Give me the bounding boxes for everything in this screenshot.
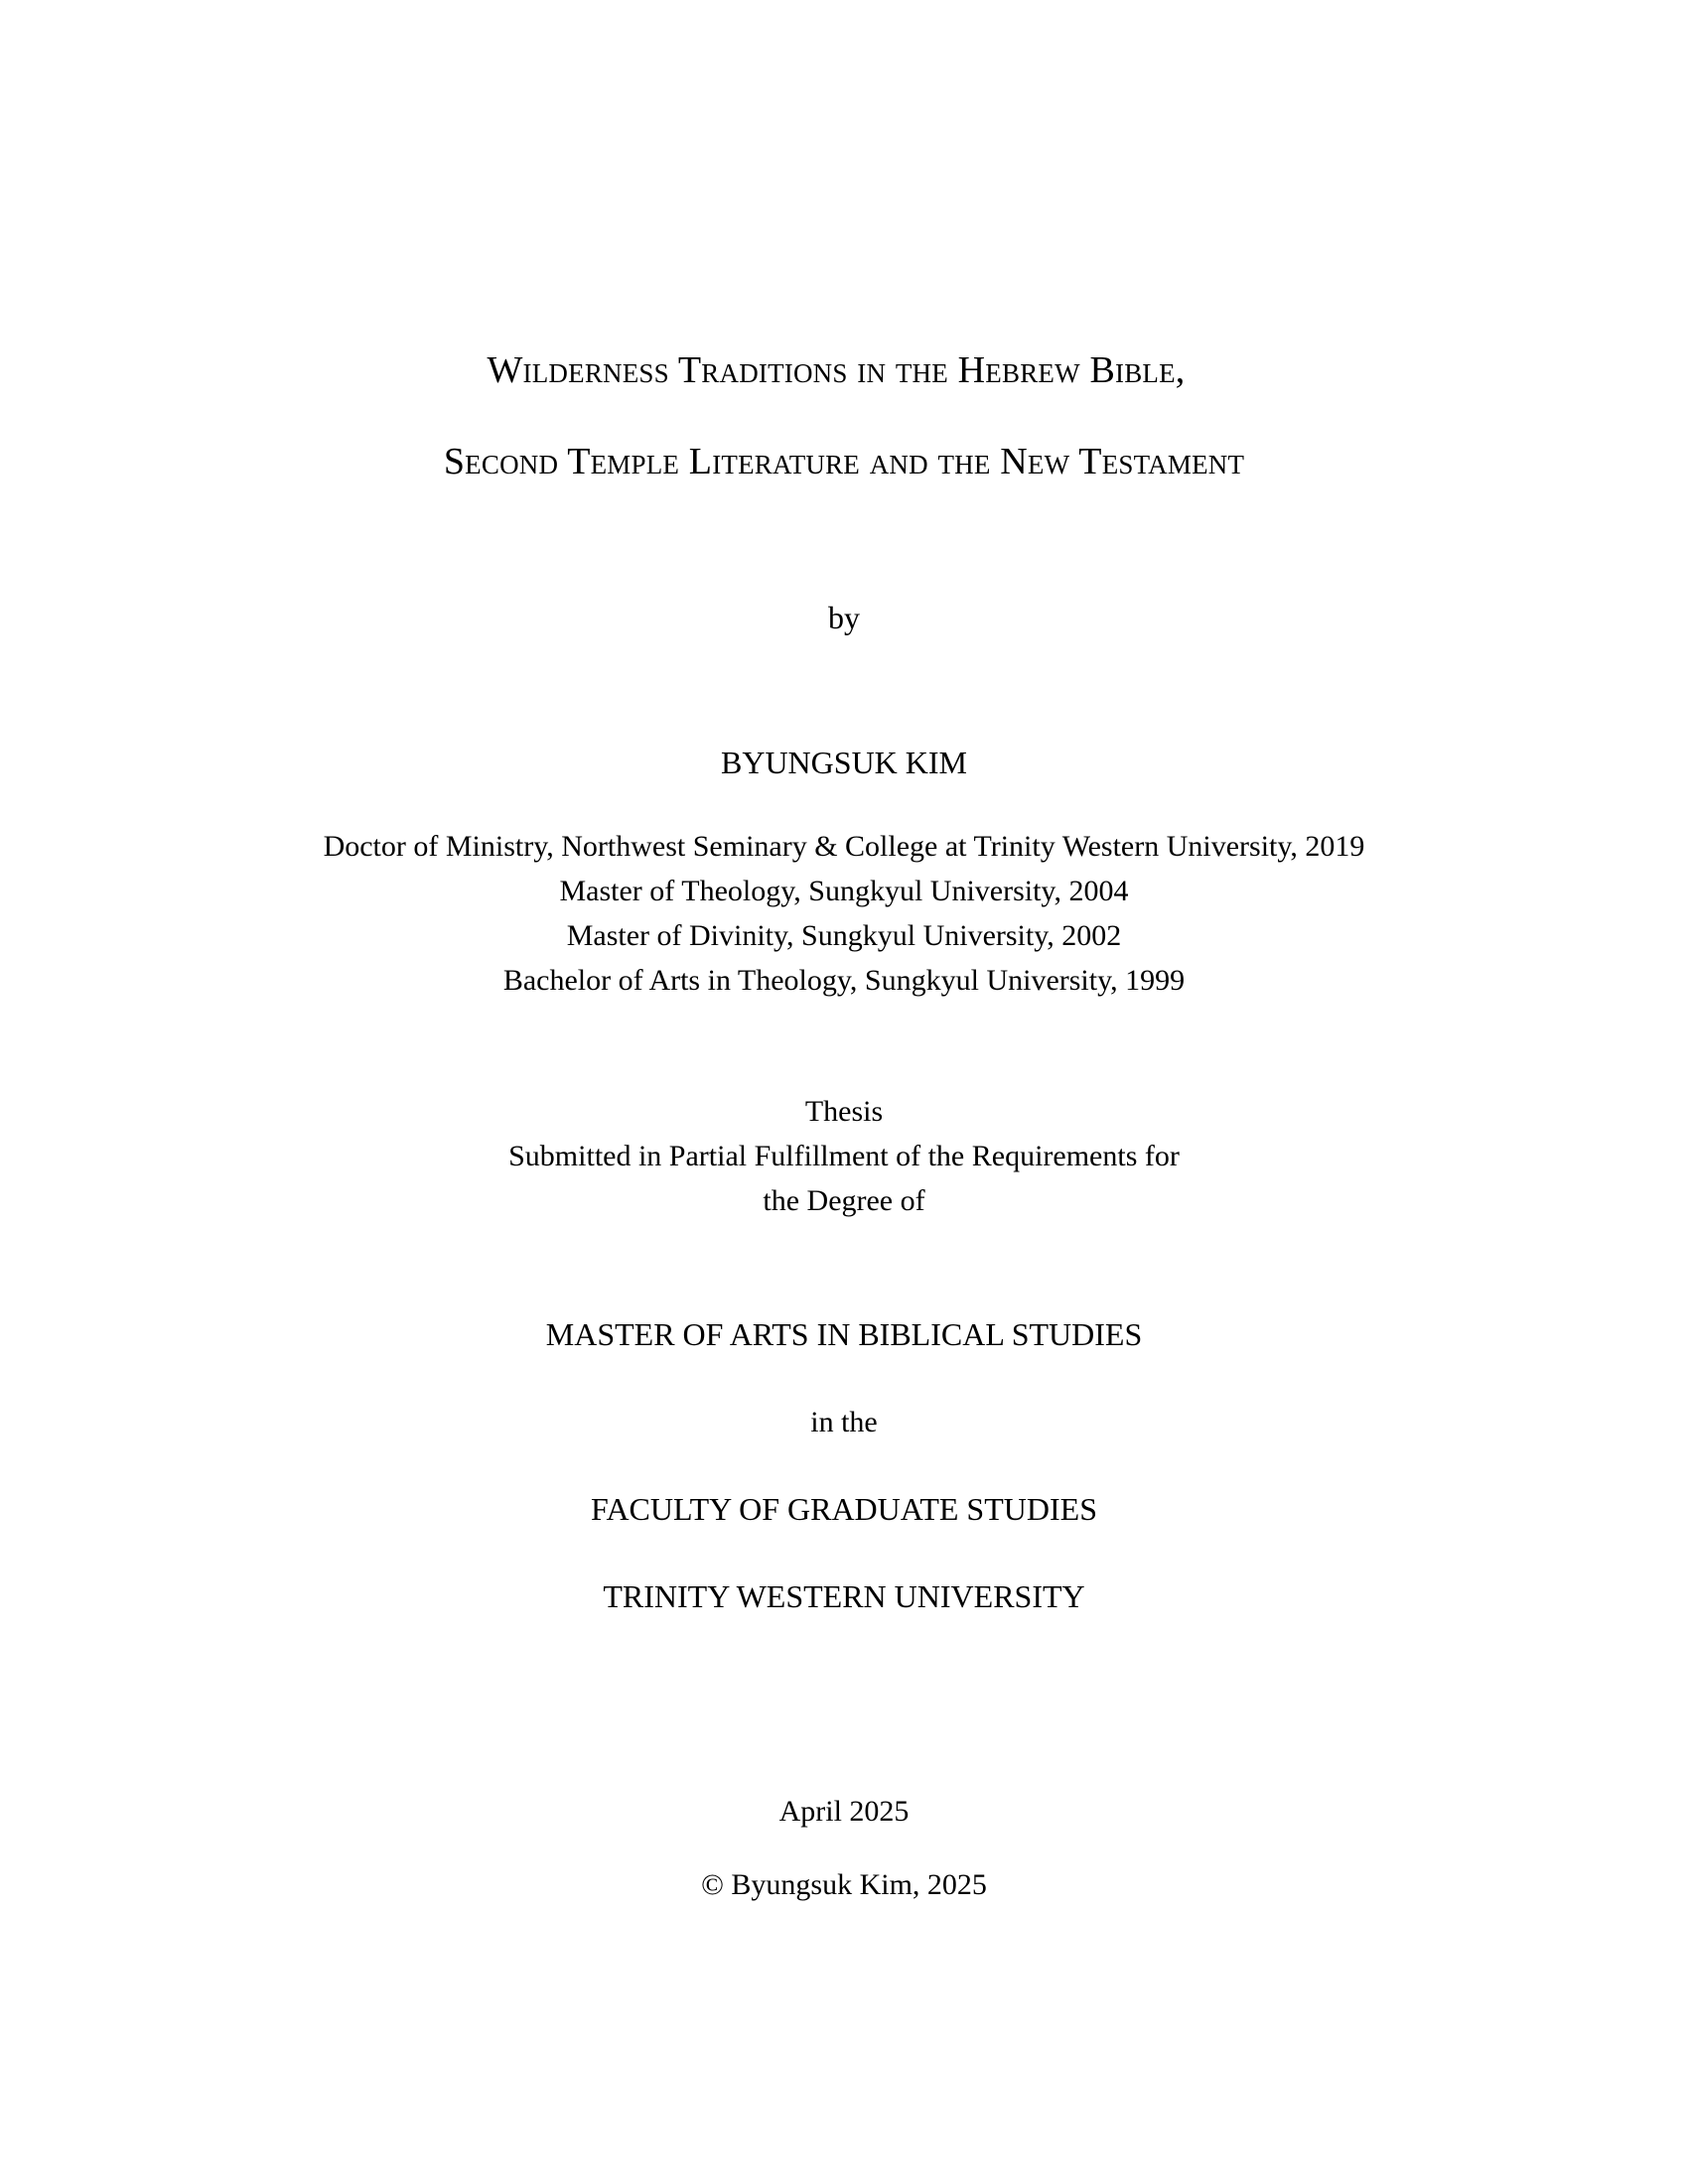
- thesis-title-line-2: Second Temple Literature and the New Testament: [443, 441, 1245, 482]
- degree-name: MASTER OF ARTS IN BIBLICAL STUDIES: [545, 1316, 1143, 1352]
- faculty-name: FACULTY OF GRADUATE STUDIES: [591, 1491, 1097, 1527]
- university-name: TRINITY WESTERN UNIVERSITY: [603, 1578, 1085, 1614]
- submission-statement: Submitted in Partial Fulfillment of the Requirements for: [508, 1140, 1180, 1172]
- prior-degree-4: Bachelor of Arts in Theology, Sungkyul University, 1999: [502, 964, 1186, 997]
- prior-degree-3: Master of Divinity, Sungkyul University, 2002: [566, 919, 1122, 952]
- prior-degree-1: Doctor of Ministry, Northwest Seminary & College at Trinity Western University, 2019: [323, 830, 1365, 863]
- degree-of-label: the Degree of: [763, 1184, 925, 1217]
- prior-degree-2: Master of Theology, Sungkyul University, 2004: [559, 875, 1129, 907]
- copyright-notice: © Byungsuk Kim, 2025: [701, 1868, 987, 1901]
- submission-date: April 2025: [778, 1795, 910, 1828]
- thesis-title-line-1: Wilderness Traditions in the Hebrew Bible,: [487, 349, 1186, 391]
- thesis-label: Thesis: [804, 1095, 884, 1128]
- author-name: BYUNGSUK KIM: [720, 745, 967, 780]
- by-label: by: [828, 600, 860, 635]
- in-the-label: in the: [810, 1406, 878, 1438]
